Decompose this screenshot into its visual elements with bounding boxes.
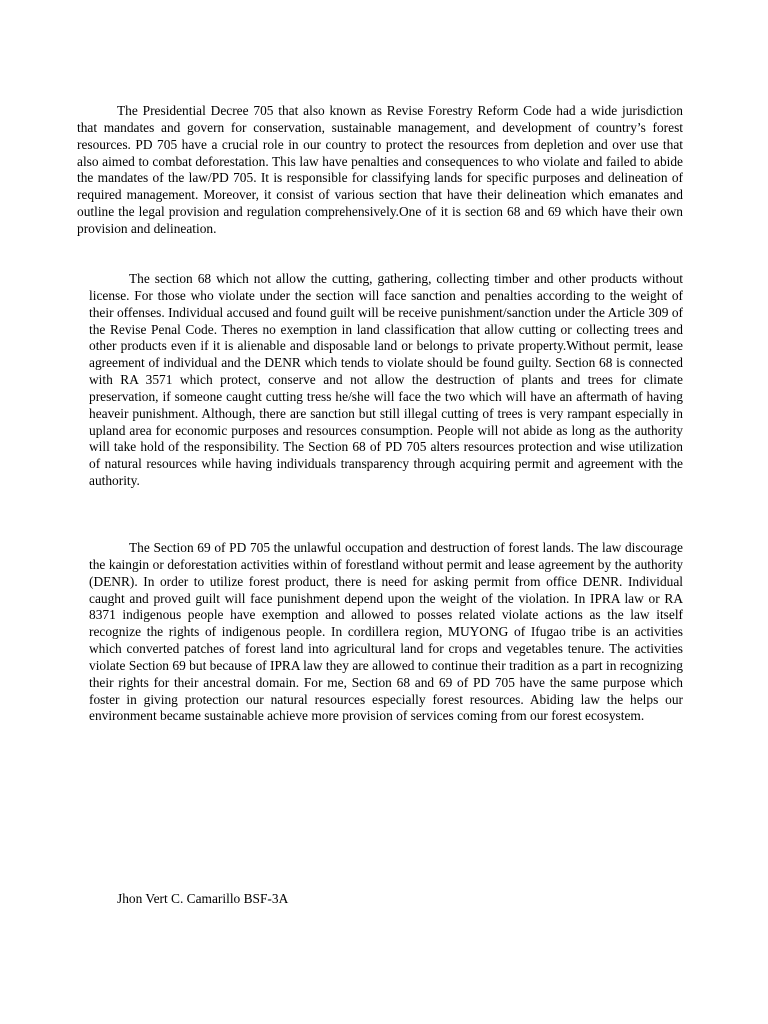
paragraph-section-69: The Section 69 of PD 705 the unlawful occupation and destruction of forest lands. The law discourage the kaingin or deforestation activities within of forestland without permit and lease agreement by the authority (DENR). In order to utilize forest product, there is need for asking permit from office DENR. Individual caught and proved guilt will face punishment depend upon the weight of the violation. In IPRA law or RA 8371 indigenous people have exemption and allowed to posses related violate actions as the law itself recognize the rights of indigenous people. In cordillera region, MUYONG of Ifugao tribe is an activities which converted patches of forest land into agricultural land for crops and vegetables tenure. The activities violate Section 69 but because of IPRA law they are allowed to continue their tradition as a part in recognizing their rights for their ancestral domain. For me, Section 68 and 69 of PD 705 have the same purpose which foster in giving protection our natural resources especially forest resources. Abiding law the helps our environment became sustainable achieve more provision of services coming from our forest ecosystem.	[89, 540, 683, 724]
paragraph-pd705-intro: The Presidential Decree 705 that also known as Revise Forestry Reform Code had a wide jurisdiction that mandates and govern for conservation, sustainable management, and development of country’s forest resources. PD 705 have a crucial role in our country to protect the resources from depletion and over use that also aimed to combat deforestation. This law have penalties and consequences to who violate and failed to abide the mandates of the law/PD 705. It is responsible for classifying lands for specific purposes and delineation of required management. Moreover, it consist of various section that have their delineation which emanates and outline the legal provision and regulation comprehensively.One of it is section 68 and 69 which have their own provision and delineation.	[77, 103, 683, 236]
author-signature-line: Jhon Vert C. Camarillo BSF-3A	[117, 891, 289, 906]
paragraph-section-68: The section 68 which not allow the cutting, gathering, collecting timber and other products without license. For those who violate under the section will face sanction and penalties according to the weight of their offenses. Individual accused and found guilt will be receive punishment/sanction under the Article 309 of the Revise Penal Code. Theres no exemption in land classification that allow cutting or collecting trees and other products even if it is alienable and disposable land or belongs to private property.Without permit, lease agreement of individual and the DENR which tends to violate should be found guilty. Section 68 is connected with RA 3571 which protect, conserve and not allow the destruction of plants and trees for climate preservation, if someone caught cutting tress he/she will face the two which will have an aftermath of having heaveir punishment. Although, there are sanction but still illegal cutting of trees is very rampant especially in upland area for economic purposes and resources consumption. People will not abide as long as the authority will take hold of the responsibility. The Section 68 of PD 705 alters resources protection and wise utilization of natural resources while having individuals transparency through acquiring permit and agreement with the authority.	[89, 271, 683, 489]
